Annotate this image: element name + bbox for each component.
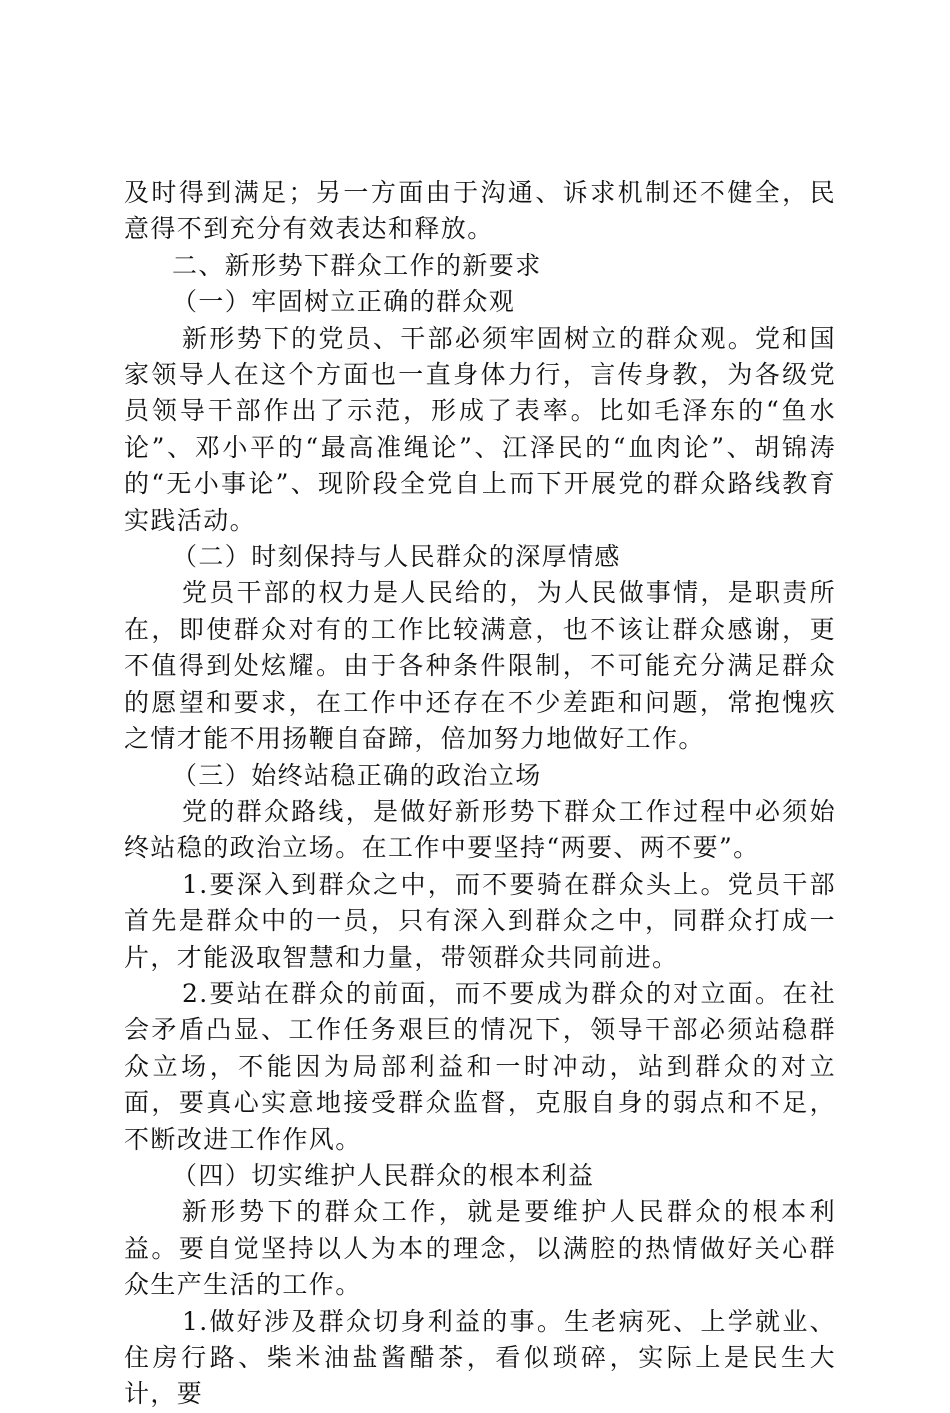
numbered-paragraph: 1.做好涉及群众切身利益的事。生老病死、上学就业、住房行路、柴米油盐酱醋茶，看似琐碎，实际上是民生大计，要 bbox=[124, 1306, 836, 1409]
body-paragraph: 党员干部的权力是人民给的，为人民做事情，是职责所在，即使群众对有的工作比较满意，也不该让群众感谢，更不值得到处炫耀。由于各种条件限制，不可能充分满足群众的愿望和要求，在工作中还存在不少差距和问题，常抱愧疚之情才能不用扬鞭自奋蹄，倍加努力地做好工作。 bbox=[124, 578, 836, 754]
body-paragraph: 新形势下的群众工作，就是要维护人民群众的根本利益。要自觉坚持以人为本的理念，以满腔的热情做好关心群众生产生活的工作。 bbox=[124, 1197, 836, 1300]
body-paragraph: 党的群众路线，是做好新形势下群众工作过程中必须始终站稳的政治立场。在工作中要坚持“两要、两不要”。 bbox=[124, 796, 836, 863]
numbered-paragraph: 1.要深入到群众之中，而不要骑在群众头上。党员干部首先是群众中的一员，只有深入到群众之中，同群众打成一片，才能汲取智慧和力量，带领群众共同前进。 bbox=[124, 869, 836, 972]
document-body bbox=[124, 175, 836, 1413]
section-heading: 二、新形势下群众工作的新要求 bbox=[172, 250, 542, 280]
paragraph-continuation: 及时得到满足；另一方面由于沟通、诉求机制还不健全，民意得不到充分有效表达和释放。 bbox=[124, 178, 836, 244]
numbered-paragraph: 2.要站在群众的前面，而不要成为群众的对立面。在社会矛盾凸显、工作任务艰巨的情况下，领导干部必须站稳群众立场，不能因为局部利益和一时冲动，站到群众的对立面，要真心实意地接受群众监督，克服自身的弱点和不足，不断改进工作作风。 bbox=[124, 978, 836, 1154]
subsection-heading: （二）时刻保持与人民群众的深厚情感 bbox=[172, 542, 621, 572]
body-paragraph: 新形势下的党员、干部必须牢固树立的群众观。党和国家领导人在这个方面也一直身体力行，言传身教，为各级党员领导干部作出了示范，形成了表率。比如毛泽东的“鱼水论”、邓小平的“最高准绳论”、江泽民的“血肉论”、胡锦涛的“无小事论”、现阶段全党自上而下开展党的群众路线教育实践活动。 bbox=[124, 323, 836, 535]
subsection-heading: （一）牢固树立正确的群众观 bbox=[172, 287, 516, 317]
subsection-heading: （三）始终站稳正确的政治立场 bbox=[172, 760, 542, 790]
subsection-heading: （四）切实维护人民群众的根本利益 bbox=[172, 1160, 595, 1190]
